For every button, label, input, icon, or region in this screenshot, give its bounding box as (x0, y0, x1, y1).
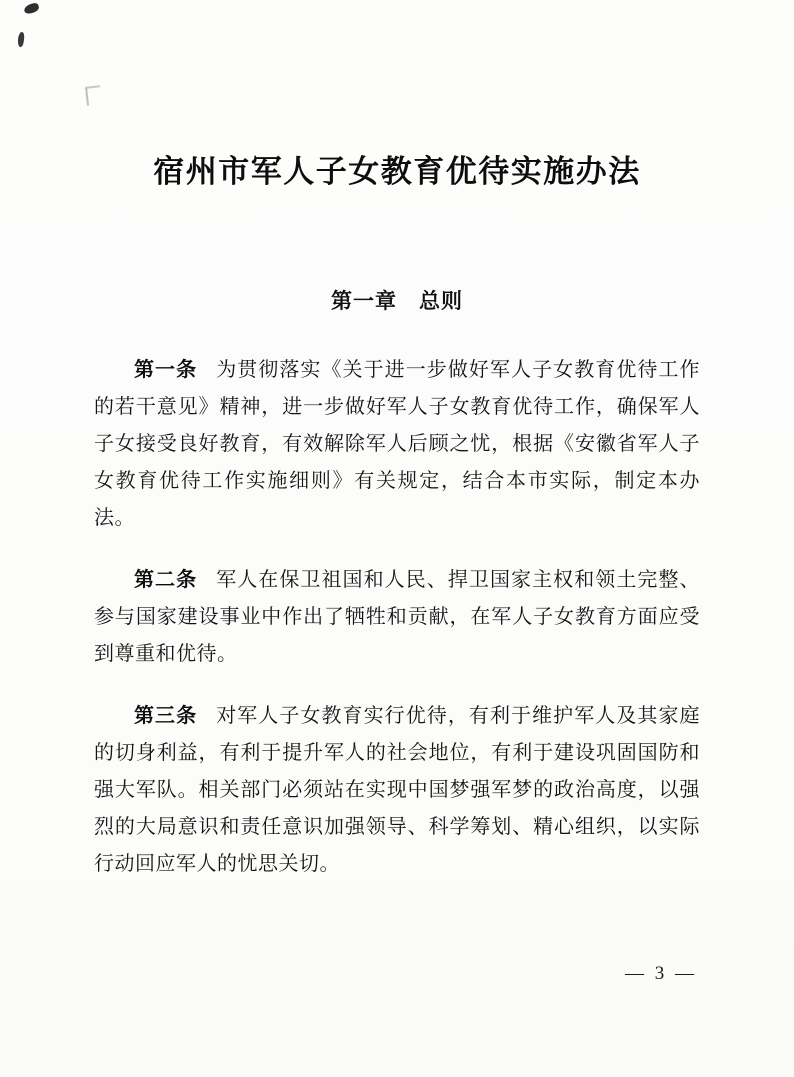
article-1-text: 为贯彻落实《关于进一步做好军人子女教育优待工作的若干意见》精神，进一步做好军人子女教育优待工作，确保军人子女接受良好教育，有效解除军人后顾之忧，根据《安徽省军人子女教育优待工作实施细则》有关规定，结合本市实际，制定本办法。 (94, 359, 701, 529)
scan-artifact (85, 85, 102, 105)
article-1-label: 第一条 (134, 359, 198, 381)
article-3-text: 对军人子女教育实行优待，有利于维护军人及其家庭的切身利益，有利于提升军人的社会地位，有利于建设巩固国防和强大军队。相关部门必须站在实现中国梦强军梦的政治高度，以强烈的大局意识和责任意识加强领导、科学筹划、精心组织，以实际行动回应军人的忧思关切。 (94, 705, 701, 875)
page-number: — 3 — (625, 963, 697, 984)
chapter-heading: 第一章 总则 (331, 290, 463, 313)
article-2-label: 第二条 (134, 569, 198, 591)
document-title: 宿州市军人子女教育优待实施办法 (153, 154, 641, 189)
article-paragraph-3 (94, 698, 700, 883)
article-paragraph-1 (94, 352, 700, 537)
article-paragraph-2 (94, 562, 700, 673)
article-2-text: 军人在保卫祖国和人民、捍卫国家主权和领土完整、参与国家建设事业中作出了牺牲和贡献，在军人子女教育方面应受到尊重和优待。 (94, 569, 701, 665)
article-3-label: 第三条 (134, 705, 198, 727)
document-body (94, 352, 700, 883)
